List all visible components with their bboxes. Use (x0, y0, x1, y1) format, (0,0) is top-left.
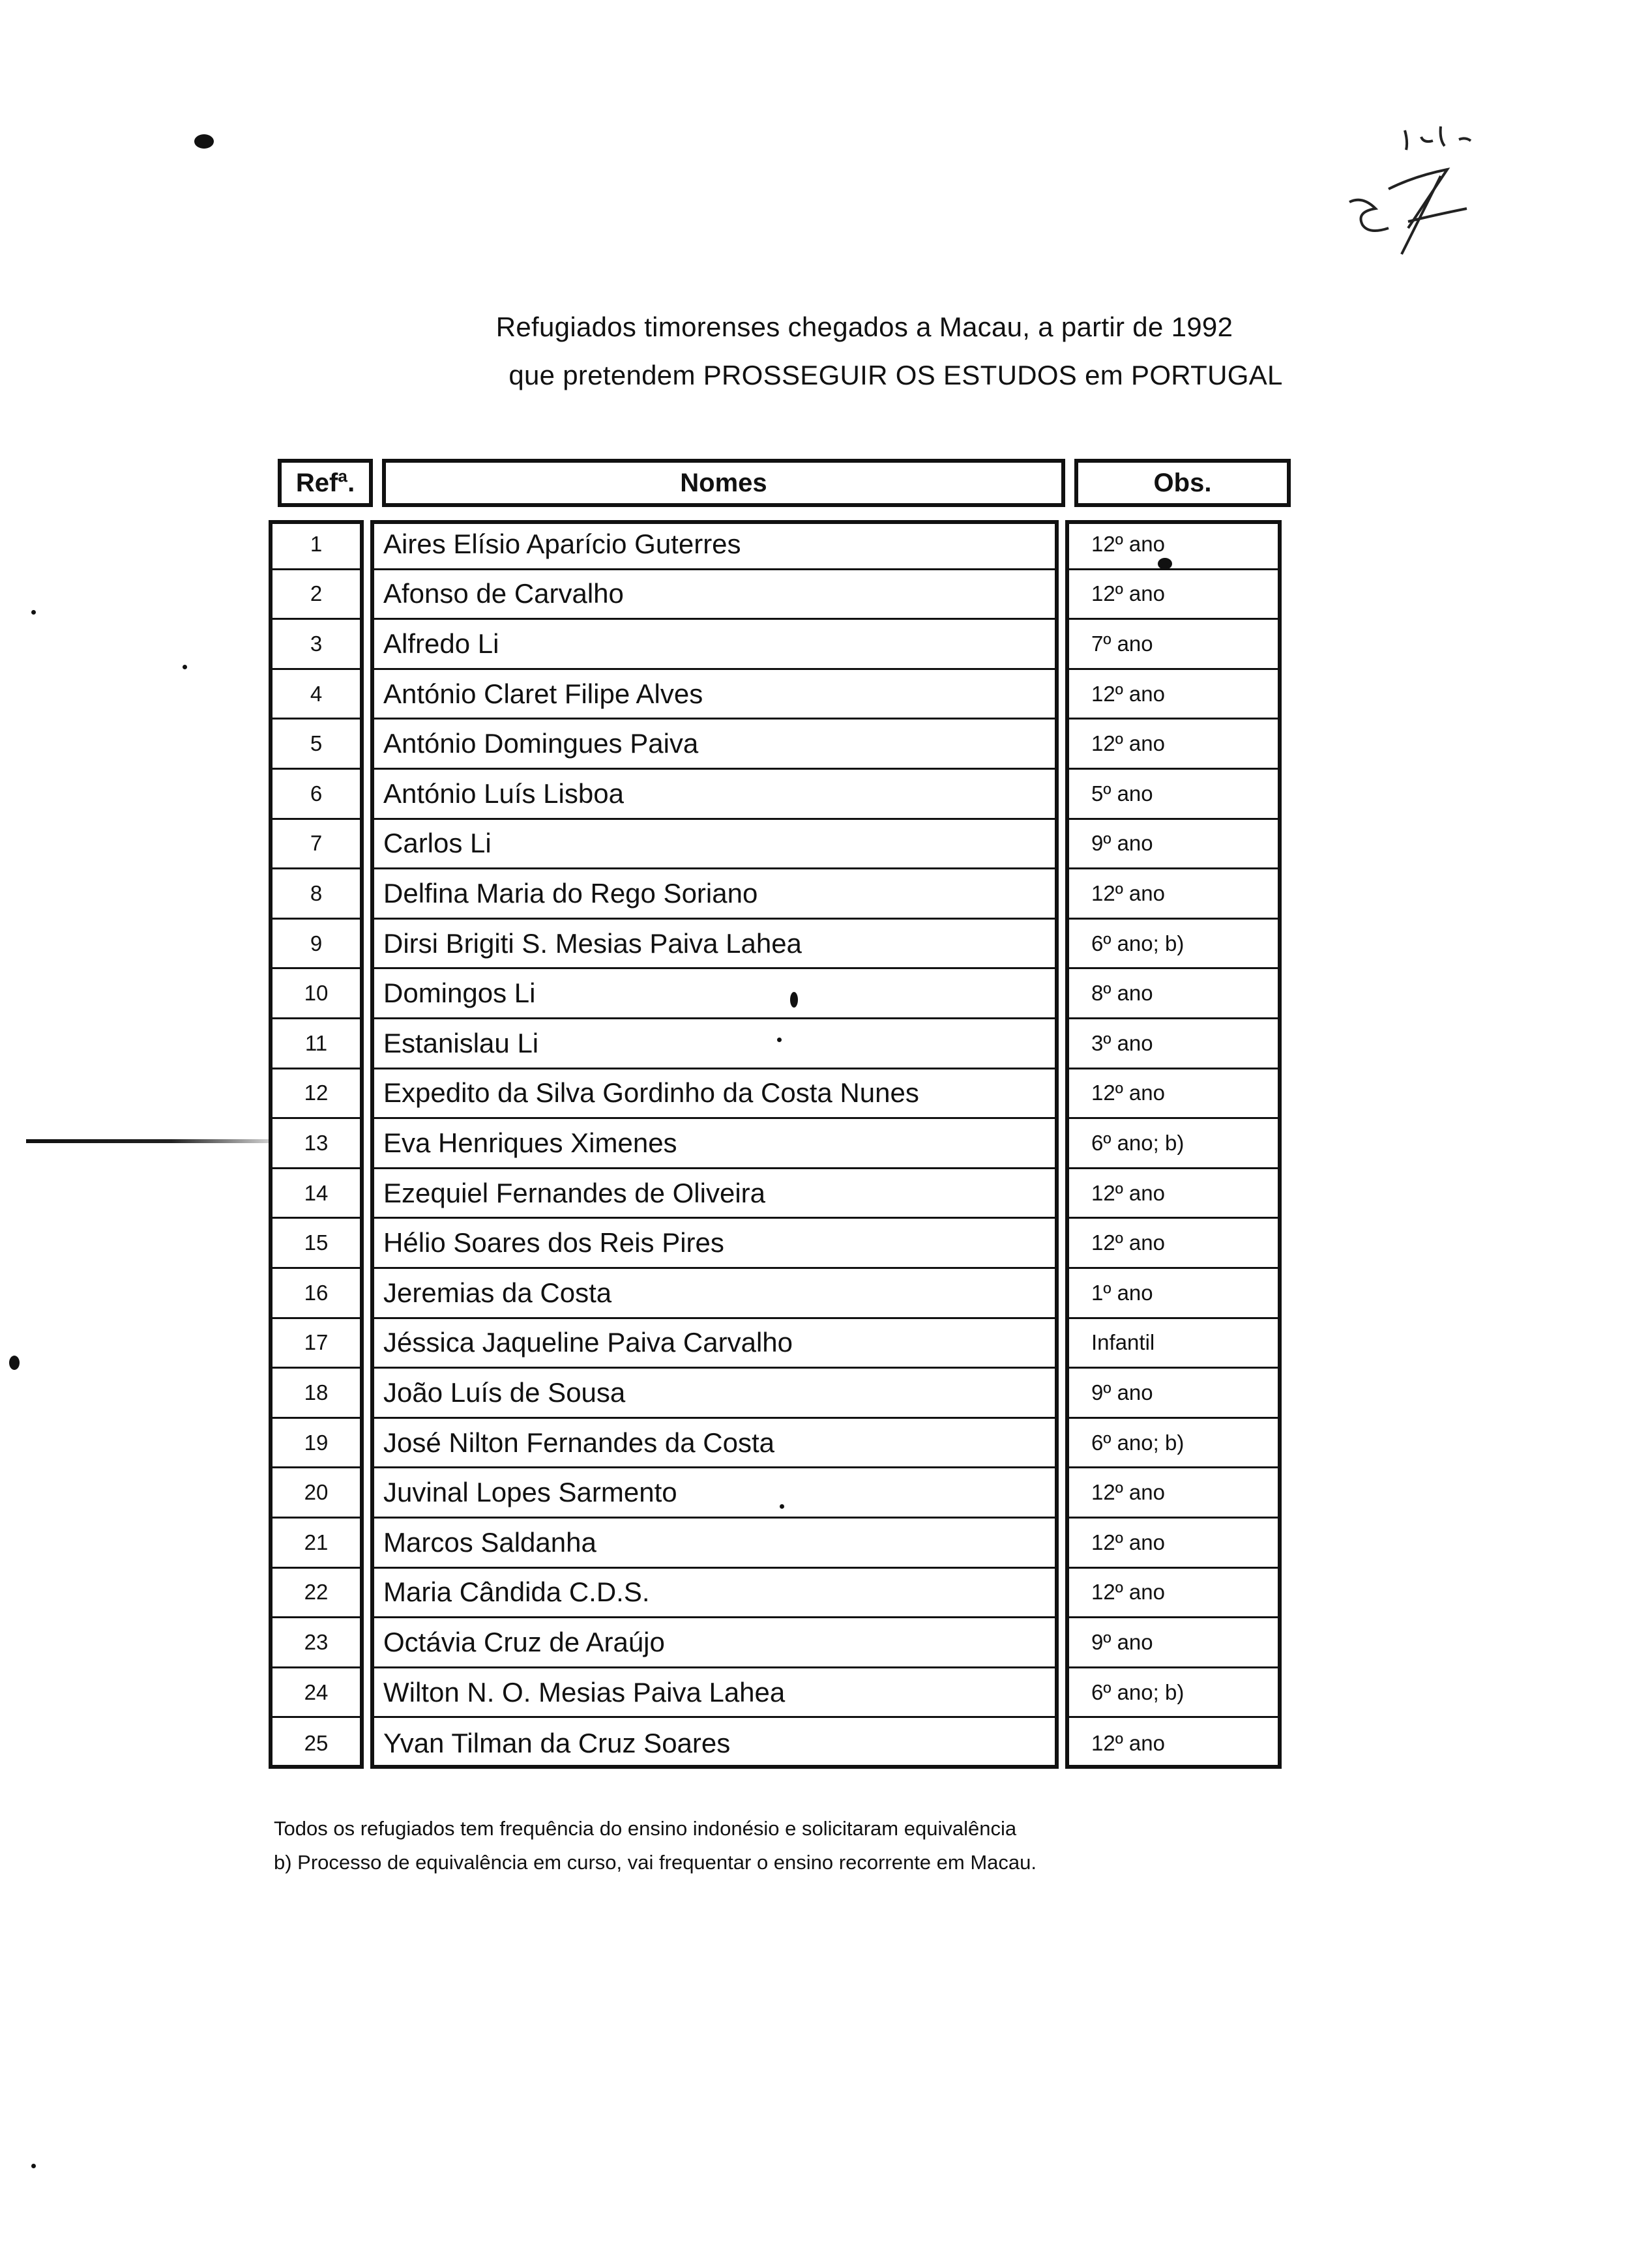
table-row (0, 1468, 1648, 1519)
cell-obs: 12º ano (1069, 1169, 1278, 1219)
table-row (0, 1069, 1648, 1120)
cell-name: Eva Henriques Ximenes (374, 1119, 1055, 1169)
column-header-obs: Obs. (1074, 459, 1291, 507)
cell-name: Aires Elísio Aparício Guterres (374, 520, 1055, 570)
column-header-names: Nomes (382, 459, 1065, 507)
cell-ref: 6 (272, 770, 360, 820)
cell-name: Expedito da Silva Gordinho da Costa Nunes (374, 1069, 1055, 1120)
cell-name: Juvinal Lopes Sarmento (374, 1468, 1055, 1519)
table-row (0, 1369, 1648, 1419)
table-row (0, 969, 1648, 1019)
table-row (0, 1319, 1648, 1369)
table-row (0, 520, 1648, 570)
table-row (0, 1419, 1648, 1469)
cell-ref: 19 (272, 1419, 360, 1469)
cell-ref: 15 (272, 1219, 360, 1269)
cell-name: Estanislau Li (374, 1019, 1055, 1069)
table-row (0, 1618, 1648, 1668)
cell-name: João Luís de Sousa (374, 1369, 1055, 1419)
cell-ref: 7 (272, 820, 360, 870)
footnote-b: b) Processo de equivalência em curso, vai frequentar o ensino recorrente em Macau. (274, 1851, 1037, 1874)
cell-obs: 12º ano (1069, 570, 1278, 620)
table-row (0, 1019, 1648, 1069)
cell-obs: 6º ano; b) (1069, 920, 1278, 970)
cell-ref: 24 (272, 1668, 360, 1719)
cell-obs: 9º ano (1069, 820, 1278, 870)
cell-ref: 20 (272, 1468, 360, 1519)
cell-obs: 6º ano; b) (1069, 1668, 1278, 1719)
cell-ref: 9 (272, 920, 360, 970)
cell-obs: 6º ano; b) (1069, 1419, 1278, 1469)
cell-obs: 9º ano (1069, 1369, 1278, 1419)
cell-name: António Claret Filipe Alves (374, 670, 1055, 720)
cell-name: José Nilton Fernandes da Costa (374, 1419, 1055, 1469)
cell-name: Delfina Maria do Rego Soriano (374, 869, 1055, 920)
cell-name: Carlos Li (374, 820, 1055, 870)
cell-obs: 12º ano (1069, 869, 1278, 920)
cell-name: Yvan Tilman da Cruz Soares (383, 1727, 731, 1758)
cell-name: Dirsi Brigiti S. Mesias Paiva Lahea (374, 920, 1055, 970)
table-row (0, 820, 1648, 870)
cell-name: Alfredo Li (374, 620, 1055, 670)
cell-ref: 8 (272, 869, 360, 920)
cell-obs: 12º ano (1069, 1519, 1278, 1569)
cell-obs: Infantil (1069, 1319, 1278, 1369)
cell-ref: 18 (272, 1369, 360, 1419)
document-subtitle: que pretendem PROSSEGUIR OS ESTUDOS em PORTUGAL (508, 360, 1283, 390)
cell-ref: 11 (272, 1019, 360, 1069)
cell-obs: 12º ano (1069, 1219, 1278, 1269)
cell-obs: 7º ano (1069, 620, 1278, 670)
table-row (0, 1119, 1648, 1169)
cell-ref: 25 (304, 1730, 329, 1755)
scan-artifact-dot (31, 2164, 36, 2168)
cell-ref: 16 (272, 1269, 360, 1319)
scan-artifact-dot (194, 134, 214, 149)
cell-ref: 21 (272, 1519, 360, 1569)
table-row (0, 920, 1648, 970)
footnotes (274, 1812, 1037, 1880)
cell-name: Ezequiel Fernandes de Oliveira (374, 1169, 1055, 1219)
cell-ref: 13 (272, 1119, 360, 1169)
table-row (0, 770, 1648, 820)
cell-name: Marcos Saldanha (374, 1519, 1055, 1569)
footnote-general: Todos os refugiados tem frequência do ensino indonésio e solicitaram equivalência (274, 1817, 1017, 1840)
cell-obs: 12º ano (1069, 670, 1278, 720)
table-row (0, 570, 1648, 620)
cell-name: Domingos Li (374, 969, 1055, 1019)
table-row (0, 1668, 1648, 1719)
table-row (0, 1718, 1648, 1768)
column-header-ref: Refª. (278, 459, 373, 507)
table-row (0, 670, 1648, 720)
cell-name: António Domingues Paiva (374, 720, 1055, 770)
cell-ref: 5 (272, 720, 360, 770)
cell-obs: 12º ano (1091, 1730, 1165, 1755)
cell-obs: 6º ano; b) (1069, 1119, 1278, 1169)
table-row (0, 1269, 1648, 1319)
cell-obs: 1º ano (1069, 1269, 1278, 1319)
table-row (0, 1219, 1648, 1269)
cell-name: Afonso de Carvalho (374, 570, 1055, 620)
cell-ref: 10 (272, 969, 360, 1019)
cell-name: António Luís Lisboa (374, 770, 1055, 820)
table-row (0, 869, 1648, 920)
cell-name: Octávia Cruz de Araújo (374, 1618, 1055, 1668)
cell-ref: 17 (272, 1319, 360, 1369)
cell-name: Wilton N. O. Mesias Paiva Lahea (374, 1668, 1055, 1719)
cell-name: Jéssica Jaqueline Paiva Carvalho (374, 1319, 1055, 1369)
cell-obs: 12º ano (1069, 520, 1278, 570)
cell-ref: 22 (272, 1569, 360, 1619)
cell-ref: 23 (272, 1618, 360, 1668)
cell-ref: 4 (272, 670, 360, 720)
cell-name: Hélio Soares dos Reis Pires (374, 1219, 1055, 1269)
cell-obs: 3º ano (1069, 1019, 1278, 1069)
cell-obs: 5º ano (1069, 770, 1278, 820)
cell-obs: 9º ano (1069, 1618, 1278, 1668)
table-row (0, 1569, 1648, 1619)
cell-obs: 12º ano (1069, 1569, 1278, 1619)
cell-obs: 8º ano (1069, 969, 1278, 1019)
table-row (0, 720, 1648, 770)
cell-ref: 1 (272, 520, 360, 570)
table-row (0, 1169, 1648, 1219)
cell-obs: 12º ano (1069, 1468, 1278, 1519)
cell-ref: 2 (272, 570, 360, 620)
table-row (0, 1519, 1648, 1569)
cell-ref: 12 (272, 1069, 360, 1120)
cell-ref: 14 (272, 1169, 360, 1219)
cell-ref: 3 (272, 620, 360, 670)
cell-name: Jeremias da Costa (374, 1269, 1055, 1319)
cell-obs: 12º ano (1069, 1069, 1278, 1120)
handwritten-annotation (1343, 117, 1538, 287)
cell-name: Maria Cândida C.D.S. (374, 1569, 1055, 1619)
cell-obs: 12º ano (1069, 720, 1278, 770)
table-row (0, 620, 1648, 670)
document-title: Refugiados timorenses chegados a Macau, a partir de 1992 (495, 312, 1233, 342)
